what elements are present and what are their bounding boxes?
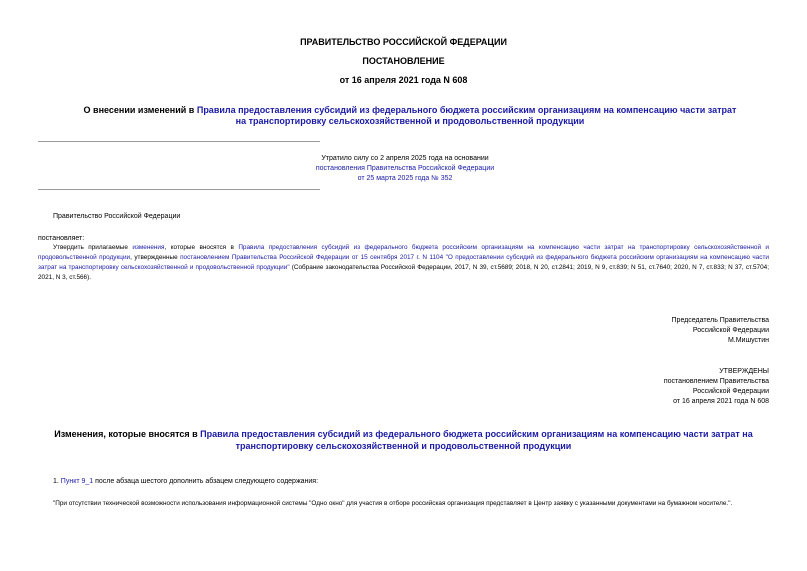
changes-title xyxy=(50,428,757,452)
changes-title-prefix: Изменения, которые вносятся в xyxy=(54,429,201,439)
paragraph-text: , которые вносятся в xyxy=(164,244,239,251)
signature-title: Председатель Правительства xyxy=(671,317,769,324)
item-1 xyxy=(53,477,318,487)
clause-9-1-link[interactable]: Пункт 9_1 xyxy=(60,478,94,485)
rules-body-link[interactable]: Правила предоставления субсидий из федерального бюджета российским организациям на компенсацию части затрат на транспортировку сельскохозяйственной и продовольственной продукции xyxy=(38,244,769,261)
changes-link[interactable]: изменения xyxy=(132,244,165,251)
government-heading: ПРАВИТЕЛЬСТВО РОССИЙСКОЙ ФЕДЕРАЦИИ xyxy=(300,37,507,47)
approved-country: Российской Федерации xyxy=(692,388,769,395)
document-type: ПОСТАНОВЛЕНИЕ xyxy=(362,56,445,66)
document-date-number: от 16 апреля 2021 года N 608 xyxy=(339,75,468,85)
document-title xyxy=(80,105,740,127)
repeal-decree-link[interactable]: постановления Правительства Российской Федерации xyxy=(315,165,495,172)
government-name: Правительство Российской Федерации xyxy=(53,213,181,220)
signature-country: Российской Федерации xyxy=(692,327,769,334)
paragraph-text: (Собрание законодательства Российской Федерации, 2017, N 39, ст.5689; 2018, N 20, ст.2841; 2019, N 9, ст.839; N 51, ст.7640; 2020, N 7, ст.833; N 37, ст.5704; 2021, N 3, ст.566). xyxy=(38,264,769,281)
item-text: после абзаца шестого дополнить абзацем следующего содержания: xyxy=(93,478,319,485)
divider-top xyxy=(38,141,320,142)
approved-by: постановлением Правительства xyxy=(663,378,769,385)
repeal-decree-date-link[interactable]: от 25 марта 2025 года № 352 xyxy=(357,175,453,182)
divider-bottom xyxy=(38,189,320,190)
approved-heading: УТВЕРЖДЕНЫ xyxy=(719,368,769,375)
quoted-text xyxy=(38,499,769,509)
repeal-notice xyxy=(250,154,560,184)
quote-text: "При отсутствии технической возможности использования информационной системы "Одно окно" для участия в отборе российская организация представляет в Центр заявку с указанными документами на бумажном носителе.". xyxy=(53,500,733,507)
item-number: 1. xyxy=(53,478,61,485)
changes-rules-link[interactable]: Правила предоставления субсидий из федерального бюджета российским организациям на компенсацию части затрат на транспортировку сельскохозяйственной и продовольственной продукции xyxy=(200,429,753,451)
repeal-notice-line: Утратило силу со 2 апреля 2025 года на основании xyxy=(321,155,489,162)
approved-date: от 16 апреля 2021 года N 608 xyxy=(673,398,769,405)
title-prefix: О внесении изменений в xyxy=(83,105,197,115)
decree-1104-link[interactable]: постановлением Правительства Российской Федерации от 15 сентября 2017 г. N 1104 "О предоставлении субсидий из федерального бюджета российским организациям на компенсацию части затрат на транспортировку сельскохозяйственной и продовольственной продукции" xyxy=(38,254,769,271)
paragraph-text: , утвержденные xyxy=(130,254,181,261)
signature-block xyxy=(469,316,769,346)
rules-link[interactable]: Правила предоставления субсидий из федерального бюджета российским организациям на компенсацию части затрат на транспортировку сельскохозяйственной и продовольственной продукции xyxy=(196,105,737,126)
signature-name: М.Мишустин xyxy=(727,337,769,344)
approved-block xyxy=(469,367,769,407)
decrees-word: постановляет: xyxy=(38,235,85,242)
paragraph-text: Утвердить прилагаемые xyxy=(53,244,133,251)
main-paragraph xyxy=(38,243,769,283)
